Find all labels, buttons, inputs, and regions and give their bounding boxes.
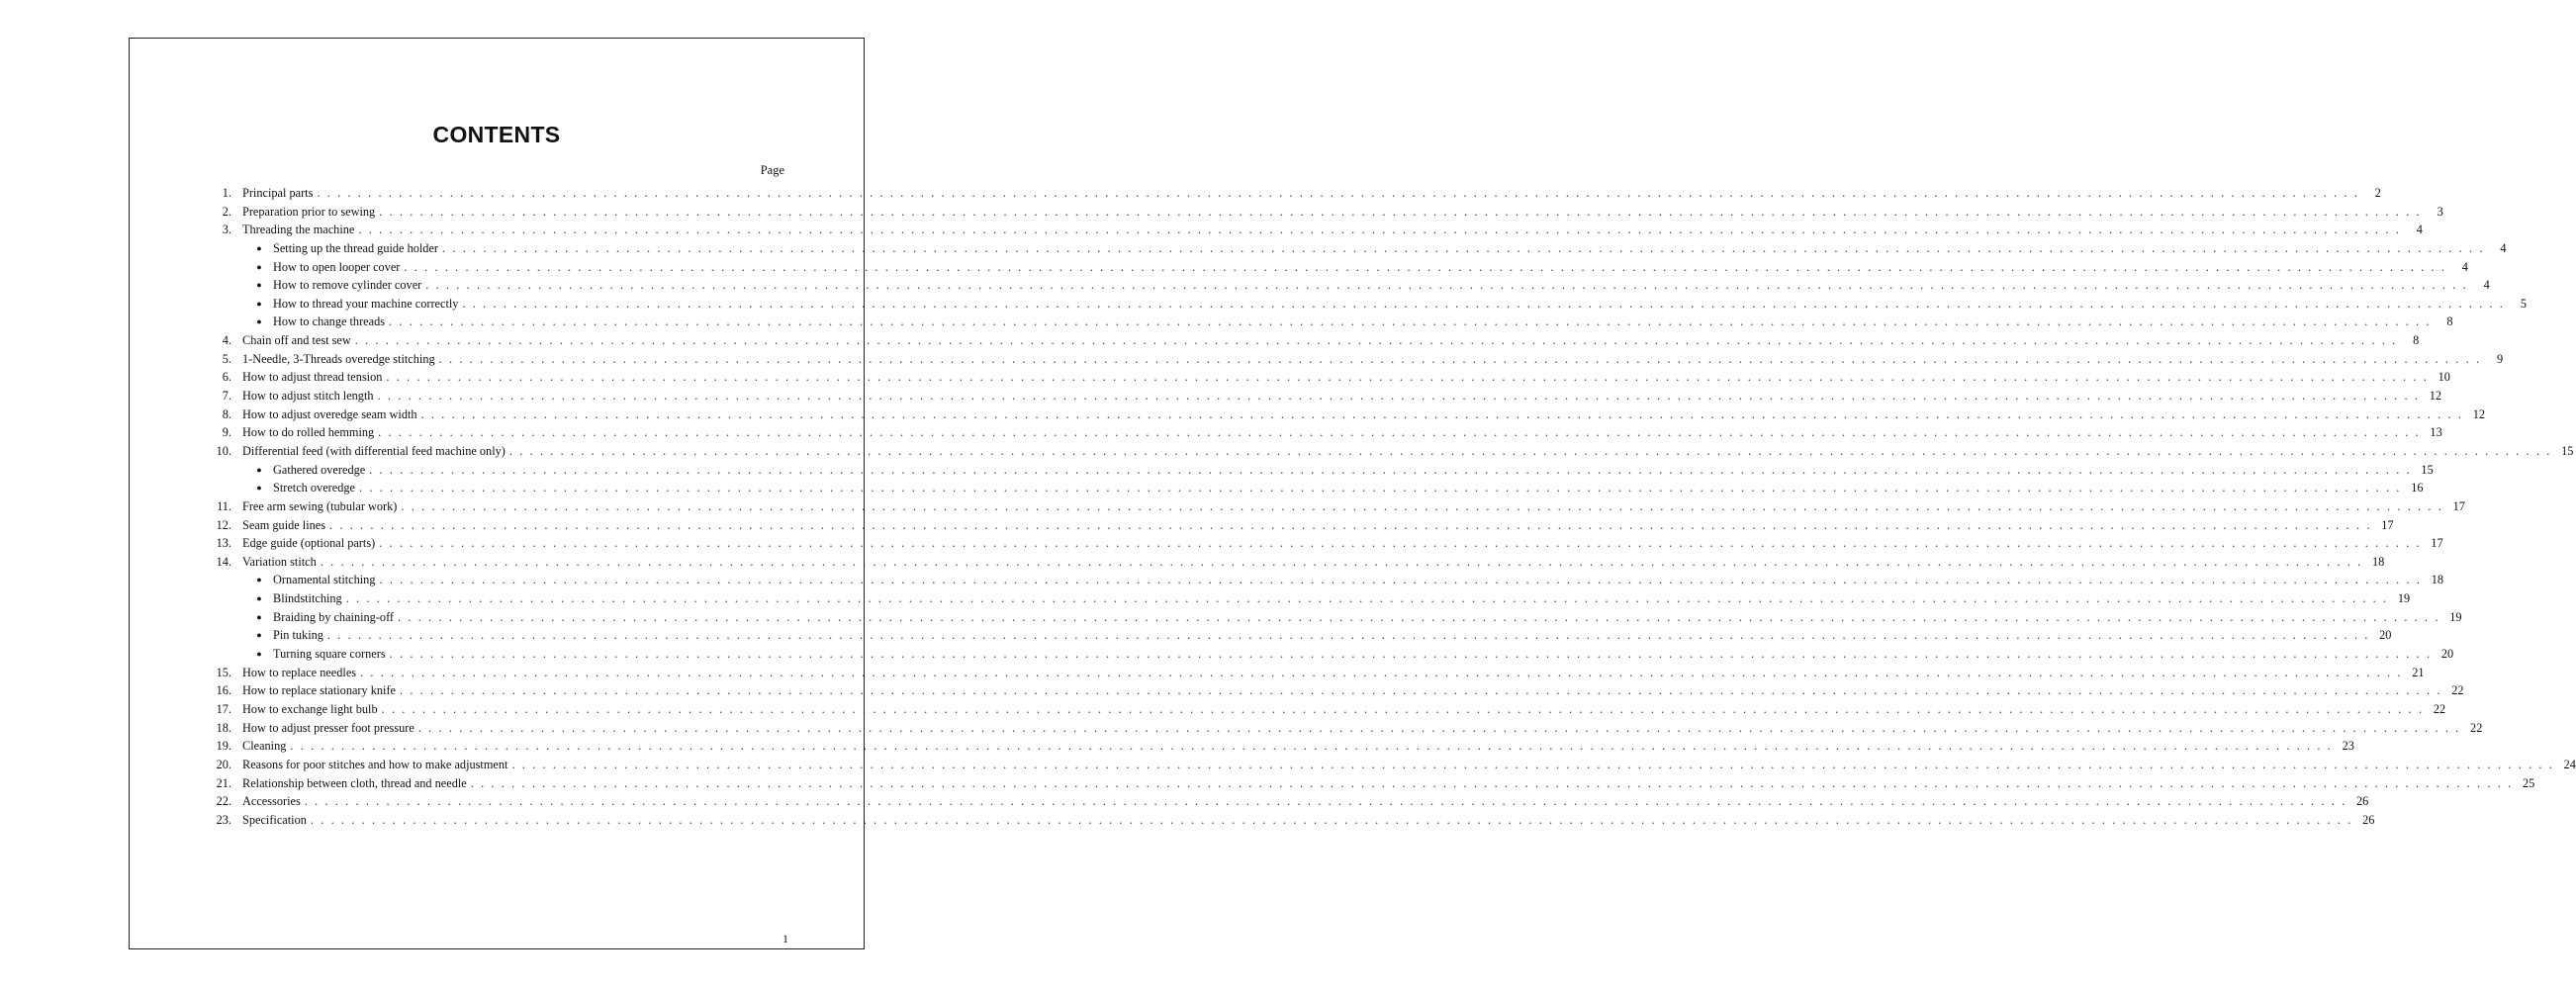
dot-leader: . . . . . . . . . . . . . . . . . . . . . . . . . . . . . . . . . . . . . . . . . . . . . . . . . . . . . . . . . . . . . . . . . . . . . . . . . . . . . . . . . . . . . . . . . . . . . . . . . . . . . . . . . . . . . . . . . . . . . . . . . . . . . . . . . . . . . . . . . . . . . . . . . . . . . . . . . . . . . . . . . . . . . . . . . . . . . . . . . . . . . . . . . . . . . . . . . . . . . . . . — [358, 481, 2402, 495]
entry-number: 1. — [222, 186, 231, 200]
dot-leader: . . . . . . . . . . . . . . . . . . . . . . . . . . . . . . . . . . . . . . . . . . . . . . . . . . . . . . . . . . . . . . . . . . . . . . . . . . . . . . . . . . . . . . . . . . . . . . . . . . . . . . . . . . . . . . . . . . . . . . . . . . . . . . . . . . . . . . . . . . . . . . . . . . . . . . . . . . . . . . . . . . . . . . . . . . . . . . . . . . . . . . . . . . . . . . . . . . . . . . . . — [470, 775, 2514, 790]
toc-entry — [209, 406, 2486, 426]
document-page — [129, 38, 2576, 949]
toc-entry — [209, 794, 2369, 813]
toc-subentry — [209, 647, 2454, 666]
entry-label: Preparation prior to sewing — [242, 204, 376, 219]
entry-page-number: 17 — [2452, 498, 2465, 513]
entry-label: Chain off and test sew — [242, 333, 351, 348]
toc-entry — [209, 186, 2381, 205]
entry-label: Free arm sewing (tubular work) — [242, 498, 398, 513]
toc-entry — [209, 665, 2425, 684]
dot-leader: . . . . . . . . . . . . . . . . . . . . . . . . . . . . . . . . . . . . . . . . . . . . . . . . . . . . . . . . . . . . . . . . . . . . . . . . . . . . . . . . . . . . . . . . . . . . . . . . . . . . . . . . . . . . . . . . . . . . . . . . . . . . . . . . . . . . . . . . . . . . . . . . . . . . . . . . . . . . . . . . . . . . . . . . . . . . . . . . . . . . . . . . . . . . . . . . . . . . . . . . — [420, 406, 2464, 421]
dot-leader: . . . . . . . . . . . . . . . . . . . . . . . . . . . . . . . . . . . . . . . . . . . . . . . . . . . . . . . . . . . . . . . . . . . . . . . . . . . . . . . . . . . . . . . . . . . . . . . . . . . . . . . . . . . . . . . . . . . . . . . . . . . . . . . . . . . . . . . . . . . . . . . . . . . . . . . . . . . . . . . . . . . . . . . . . . . . . . . . . . . . . . . . . . . . . . . . . . . . . . . . — [401, 498, 2443, 513]
toc-subentry — [209, 573, 2443, 591]
entry-number: 10. — [216, 443, 231, 458]
dot-leader: . . . . . . . . . . . . . . . . . . . . . . . . . . . . . . . . . . . . . . . . . . . . . . . . . . . . . . . . . . . . . . . . . . . . . . . . . . . . . . . . . . . . . . . . . . . . . . . . . . . . . . . . . . . . . . . . . . . . . . . . . . . . . . . . . . . . . . . . . . . . . . . . . . . . . . . . . . . . . . . . . . . . . . . . . . . . . . . . . . . . . . . . . . . . . . . . . . . . . . . . — [317, 186, 2359, 200]
dot-leader: . . . . . . . . . . . . . . . . . . . . . . . . . . . . . . . . . . . . . . . . . . . . . . . . . . . . . . . . . . . . . . . . . . . . . . . . . . . . . . . . . . . . . . . . . . . . . . . . . . . . . . . . . . . . . . . . . . . . . . . . . . . . . . . . . . . . . . . . . . . . . . . . . . . . . . . . . . . . . . . . . . . . . . . . . . . . . . . . . . . . . . . . . . . . . . . . . . . . . . . . — [508, 443, 2552, 458]
entry-page-number: 15 — [2421, 462, 2434, 477]
entry-page-number: 4 — [2500, 240, 2507, 255]
entry-label: Variation stitch — [242, 554, 317, 569]
entry-number: 8. — [222, 406, 231, 421]
dot-leader: . . . . . . . . . . . . . . . . . . . . . . . . . . . . . . . . . . . . . . . . . . . . . . . . . . . . . . . . . . . . . . . . . . . . . . . . . . . . . . . . . . . . . . . . . . . . . . . . . . . . . . . . . . . . . . . . . . . . . . . . . . . . . . . . . . . . . . . . . . . . . . . . . . . . . . . . . . . . . . . . . . . . . . . . . . . . . . . . . . . . . . . . . . . . . . . . . . . . . . . . — [462, 296, 2505, 311]
entry-label: How to adjust thread tension — [242, 370, 383, 385]
toc-entry — [209, 333, 2420, 352]
toc-entry — [209, 739, 2354, 758]
dot-leader: . . . . . . . . . . . . . . . . . . . . . . . . . . . . . . . . . . . . . . . . . . . . . . . . . . . . . . . . . . . . . . . . . . . . . . . . . . . . . . . . . . . . . . . . . . . . . . . . . . . . . . . . . . . . . . . . . . . . . . . . . . . . . . . . . . . . . . . . . . . . . . . . . . . . . . . . . . . . . . . . . . . . . . . . . . . . . . . . . . . . . . . . . . . . . . . . . . . . . . . . — [398, 609, 2440, 624]
entry-page-number: 22 — [2451, 683, 2464, 698]
dot-leader: . . . . . . . . . . . . . . . . . . . . . . . . . . . . . . . . . . . . . . . . . . . . . . . . . . . . . . . . . . . . . . . . . . . . . . . . . . . . . . . . . . . . . . . . . . . . . . . . . . . . . . . . . . . . . . . . . . . . . . . . . . . . . . . . . . . . . . . . . . . . . . . . . . . . . . . . . . . . . . . . . . . . . . . . . . . . . . . . . . . . . . . . . . . . . . . . . . . . . . . . — [360, 665, 2403, 679]
entry-number: 12. — [216, 517, 231, 532]
entry-page-number: 17 — [2431, 536, 2443, 551]
entry-label: Relationship between cloth, thread and needle — [242, 775, 467, 790]
entry-label: How to adjust stitch length — [242, 389, 374, 404]
bullet-icon: ● — [256, 630, 262, 641]
toc-entry — [209, 775, 2535, 795]
entry-page-number: 26 — [2355, 794, 2369, 809]
entry-page-number: 4 — [2416, 223, 2423, 237]
entry-label: How to remove cylinder cover — [273, 278, 422, 293]
entry-label: How to exchange light bulb — [242, 701, 378, 716]
toc-entry — [209, 701, 2446, 721]
entry-number: 17. — [216, 701, 231, 716]
toc-entry — [209, 720, 2483, 740]
entry-page-number: 23 — [2342, 739, 2354, 754]
entry-number: 13. — [216, 536, 231, 551]
entry-label: Braiding by chaining-off — [273, 609, 395, 624]
entry-label: How to replace needles — [242, 665, 357, 679]
toc-subentry — [209, 296, 2527, 315]
toc-entry — [209, 812, 2375, 832]
entry-label: Principal parts — [242, 186, 314, 200]
entry-page-number: 12 — [2472, 406, 2486, 421]
entry-page-number: 19 — [2397, 591, 2411, 606]
entry-page-number: 3 — [2437, 204, 2443, 219]
dot-leader: . . . . . . . . . . . . . . . . . . . . . . . . . . . . . . . . . . . . . . . . . . . . . . . . . . . . . . . . . . . . . . . . . . . . . . . . . . . . . . . . . . . . . . . . . . . . . . . . . . . . . . . . . . . . . . . . . . . . . . . . . . . . . . . . . . . . . . . . . . . . . . . . . . . . . . . . . . . . . . . . . . . . . . . . . . . . . . . . . . . . . . . . . . . . . . . . . . . . . . . . — [425, 278, 2468, 293]
toc-entry — [209, 389, 2442, 407]
dot-leader: . . . . . . . . . . . . . . . . . . . . . . . . . . . . . . . . . . . . . . . . . . . . . . . . . . . . . . . . . . . . . . . . . . . . . . . . . . . . . . . . . . . . . . . . . . . . . . . . . . . . . . . . . . . . . . . . . . . . . . . . . . . . . . . . . . . . . . . . . . . . . . . . . . . . . . . . . . . . . . . . . . . . . . . . . . . . . . . . . . . . . . . . . . . . . . . . . . . . . . . . — [377, 389, 2421, 404]
dot-leader: . . . . . . . . . . . . . . . . . . . . . . . . . . . . . . . . . . . . . . . . . . . . . . . . . . . . . . . . . . . . . . . . . . . . . . . . . . . . . . . . . . . . . . . . . . . . . . . . . . . . . . . . . . . . . . . . . . . . . . . . . . . . . . . . . . . . . . . . . . . . . . . . . . . . . . . . . . . . . . . . . . . . . . . . . . . . . . . . . . . . . . . . . . . . . . . . . . . . . . . . — [379, 573, 2422, 587]
entry-label: Setting up the thread guide holder — [273, 240, 438, 255]
dot-leader: . . . . . . . . . . . . . . . . . . . . . . . . . . . . . . . . . . . . . . . . . . . . . . . . . . . . . . . . . . . . . . . . . . . . . . . . . . . . . . . . . . . . . . . . . . . . . . . . . . . . . . . . . . . . . . . . . . . . . . . . . . . . . . . . . . . . . . . . . . . . . . . . . . . . . . . . . . . . . . . . . . . . . . . . . . . . . . . . . . . . . . . . . . . . . . . . . . . . . . . . — [345, 591, 2389, 606]
dot-leader: . . . . . . . . . . . . . . . . . . . . . . . . . . . . . . . . . . . . . . . . . . . . . . . . . . . . . . . . . . . . . . . . . . . . . . . . . . . . . . . . . . . . . . . . . . . . . . . . . . . . . . . . . . . . . . . . . . . . . . . . . . . . . . . . . . . . . . . . . . . . . . . . . . . . . . . . . . . . . . . . . . . . . . . . . . . . . . . . . . . . . . . . . . . . . . . . . . . . . . . . — [386, 370, 2429, 385]
entry-number: 5. — [222, 351, 231, 366]
dot-leader: . . . . . . . . . . . . . . . . . . . . . . . . . . . . . . . . . . . . . . . . . . . . . . . . . . . . . . . . . . . . . . . . . . . . . . . . . . . . . . . . . . . . . . . . . . . . . . . . . . . . . . . . . . . . . . . . . . . . . . . . . . . . . . . . . . . . . . . . . . . . . . . . . . . . . . . . . . . . . . . . . . . . . . . . . . . . . . . . . . . . . . . . . . . . . . . . . . . . . . . . — [329, 517, 2372, 532]
bullet-icon: ● — [256, 611, 262, 622]
entry-label: Stretch overedge — [273, 481, 355, 495]
entry-number: 23. — [216, 812, 231, 827]
entry-number: 3. — [222, 223, 231, 237]
dot-leader: . . . . . . . . . . . . . . . . . . . . . . . . . . . . . . . . . . . . . . . . . . . . . . . . . . . . . . . . . . . . . . . . . . . . . . . . . . . . . . . . . . . . . . . . . . . . . . . . . . . . . . . . . . . . . . . . . . . . . . . . . . . . . . . . . . . . . . . . . . . . . . . . . . . . . . . . . . . . . . . . . . . . . . . . . . . . . . . . . . . . . . . . . . . . . . . . . . . . . . . . — [310, 812, 2353, 827]
entry-label: Accessories — [242, 794, 301, 809]
entry-number: 2. — [222, 204, 231, 219]
entry-label: 1-Needle, 3-Threads overedge stitching — [242, 351, 435, 366]
dot-leader: . . . . . . . . . . . . . . . . . . . . . . . . . . . . . . . . . . . . . . . . . . . . . . . . . . . . . . . . . . . . . . . . . . . . . . . . . . . . . . . . . . . . . . . . . . . . . . . . . . . . . . . . . . . . . . . . . . . . . . . . . . . . . . . . . . . . . . . . . . . . . . . . . . . . . . . . . . . . . . . . . . . . . . . . . . . . . . . . . . . . . . . . . . . . . . . . . . . . . . . . — [417, 720, 2461, 735]
entry-label: Threading the machine — [242, 223, 355, 237]
entry-page-number: 20 — [2379, 628, 2392, 643]
dot-leader: . . . . . . . . . . . . . . . . . . . . . . . . . . . . . . . . . . . . . . . . . . . . . . . . . . . . . . . . . . . . . . . . . . . . . . . . . . . . . . . . . . . . . . . . . . . . . . . . . . . . . . . . . . . . . . . . . . . . . . . . . . . . . . . . . . . . . . . . . . . . . . . . . . . . . . . . . . . . . . . . . . . . . . . . . . . . . . . . . . . . . . . . . . . . . . . . . . . . . . . . — [369, 462, 2412, 477]
entry-page-number: 16 — [2411, 481, 2424, 495]
table-of-contents — [209, 186, 2576, 831]
bullet-icon: ● — [256, 261, 262, 272]
entry-number: 19. — [216, 739, 231, 754]
entry-page-number: 8 — [2446, 315, 2453, 329]
dot-leader: . . . . . . . . . . . . . . . . . . . . . . . . . . . . . . . . . . . . . . . . . . . . . . . . . . . . . . . . . . . . . . . . . . . . . . . . . . . . . . . . . . . . . . . . . . . . . . . . . . . . . . . . . . . . . . . . . . . . . . . . . . . . . . . . . . . . . . . . . . . . . . . . . . . . . . . . . . . . . . . . . . . . . . . . . . . . . . . . . . . . . . . . . . . . . . . . . . . . . . . . — [320, 554, 2363, 569]
bullet-icon: ● — [256, 280, 262, 291]
entry-label: Blindstitching — [273, 591, 342, 606]
bullet-icon: ● — [256, 593, 262, 604]
entry-label: How to replace stationary knife — [242, 683, 397, 698]
entry-page-number: 4 — [2461, 259, 2468, 274]
entry-page-number: 13 — [2430, 425, 2442, 440]
toc-subentry — [209, 278, 2490, 297]
entry-label: Edge guide (optional parts) — [242, 536, 376, 551]
dot-leader: . . . . . . . . . . . . . . . . . . . . . . . . . . . . . . . . . . . . . . . . . . . . . . . . . . . . . . . . . . . . . . . . . . . . . . . . . . . . . . . . . . . . . . . . . . . . . . . . . . . . . . . . . . . . . . . . . . . . . . . . . . . . . . . . . . . . . . . . . . . . . . . . . . . . . . . . . . . . . . . . . . . . . . . . . . . . . . . . . . . . . . . . . . . . . . . . . . . . . . . . — [389, 647, 2433, 662]
toc-entry — [209, 554, 2385, 574]
entry-number: 4. — [222, 333, 231, 348]
entry-label: Specification — [242, 812, 307, 827]
dot-leader: . . . . . . . . . . . . . . . . . . . . . . . . . . . . . . . . . . . . . . . . . . . . . . . . . . . . . . . . . . . . . . . . . . . . . . . . . . . . . . . . . . . . . . . . . . . . . . . . . . . . . . . . . . . . . . . . . . . . . . . . . . . . . . . . . . . . . . . . . . . . . . . . . . . . . . . . . . . . . . . . . . . . . . . . . . . . . . . . . . . . . . . . . . . . . . . . . . . . . . . . — [389, 315, 2432, 329]
entry-number: 16. — [216, 683, 231, 698]
bullet-icon: ● — [256, 298, 262, 309]
dot-leader: . . . . . . . . . . . . . . . . . . . . . . . . . . . . . . . . . . . . . . . . . . . . . . . . . . . . . . . . . . . . . . . . . . . . . . . . . . . . . . . . . . . . . . . . . . . . . . . . . . . . . . . . . . . . . . . . . . . . . . . . . . . . . . . . . . . . . . . . . . . . . . . . . . . . . . . . . . . . . . . . . . . . . . . . . . . . . . . . . . . . . . . . . . . . . . . . . . . . . . . . — [379, 204, 2422, 219]
toc-subentry — [209, 315, 2453, 333]
entry-page-number: 15 — [2561, 443, 2574, 458]
entry-label: How to thread your machine correctly — [273, 296, 459, 311]
entry-number: 22. — [216, 794, 231, 809]
entry-page-number: 22 — [2433, 701, 2446, 716]
toc-subentry — [209, 628, 2392, 647]
bullet-icon: ● — [256, 483, 262, 494]
toc-entry — [209, 443, 2574, 463]
toc-entry — [209, 351, 2504, 371]
dot-leader: . . . . . . . . . . . . . . . . . . . . . . . . . . . . . . . . . . . . . . . . . . . . . . . . . . . . . . . . . . . . . . . . . . . . . . . . . . . . . . . . . . . . . . . . . . . . . . . . . . . . . . . . . . . . . . . . . . . . . . . . . . . . . . . . . . . . . . . . . . . . . . . . . . . . . . . . . . . . . . . . . . . . . . . . . . . . . . . . . . . . . . . . . . . . . . . . . . . . . . . . — [358, 223, 2401, 237]
dot-leader: . . . . . . . . . . . . . . . . . . . . . . . . . . . . . . . . . . . . . . . . . . . . . . . . . . . . . . . . . . . . . . . . . . . . . . . . . . . . . . . . . . . . . . . . . . . . . . . . . . . . . . . . . . . . . . . . . . . . . . . . . . . . . . . . . . . . . . . . . . . . . . . . . . . . . . . . . . . . . . . . . . . . . . . . . . . . . . . . . . . . . . . . . . . . . . . . . . . . . . . . — [400, 683, 2442, 698]
dot-leader: . . . . . . . . . . . . . . . . . . . . . . . . . . . . . . . . . . . . . . . . . . . . . . . . . . . . . . . . . . . . . . . . . . . . . . . . . . . . . . . . . . . . . . . . . . . . . . . . . . . . . . . . . . . . . . . . . . . . . . . . . . . . . . . . . . . . . . . . . . . . . . . . . . . . . . . . . . . . . . . . . . . . . . . . . . . . . . . . . . . . . . . . . . . . . . . . . . . . . . . . — [379, 536, 2422, 551]
entry-label: Turning square corners — [273, 647, 386, 662]
entry-number: 14. — [216, 554, 231, 569]
entry-number: 7. — [222, 389, 231, 404]
toc-entry — [209, 223, 2423, 241]
dot-leader: . . . . . . . . . . . . . . . . . . . . . . . . . . . . . . . . . . . . . . . . . . . . . . . . . . . . . . . . . . . . . . . . . . . . . . . . . . . . . . . . . . . . . . . . . . . . . . . . . . . . . . . . . . . . . . . . . . . . . . . . . . . . . . . . . . . . . . . . . . . . . . . . . . . . . . . . . . . . . . . . . . . . . . . . . . . . . . . . . . . . . . . . . . . . . . . . . . . . . . . . — [326, 628, 2370, 643]
toc-entry — [209, 757, 2576, 776]
entry-page-number: 19 — [2449, 609, 2462, 624]
entry-number: 20. — [216, 757, 231, 771]
toc-subentry — [209, 462, 2434, 482]
entry-page-number: 17 — [2381, 517, 2394, 532]
dot-leader: . . . . . . . . . . . . . . . . . . . . . . . . . . . . . . . . . . . . . . . . . . . . . . . . . . . . . . . . . . . . . . . . . . . . . . . . . . . . . . . . . . . . . . . . . . . . . . . . . . . . . . . . . . . . . . . . . . . . . . . . . . . . . . . . . . . . . . . . . . . . . . . . . . . . . . . . . . . . . . . . . . . . . . . . . . . . . . . . . . . . . . . . . . . . . . . . . . . . . . . . — [304, 794, 2347, 809]
entry-page-number: 2 — [2374, 186, 2381, 200]
entry-page-number: 8 — [2413, 333, 2420, 348]
entry-label: How to adjust presser foot pressure — [242, 720, 414, 735]
bullet-icon: ● — [256, 649, 262, 660]
entry-page-number: 5 — [2520, 296, 2527, 311]
page-number: 1 — [782, 932, 788, 945]
entry-label: Gathered overedge — [273, 462, 366, 477]
entry-label: Ornamental stitching — [273, 573, 376, 587]
bullet-icon: ● — [256, 464, 262, 475]
bullet-icon: ● — [256, 242, 262, 253]
dot-leader: . . . . . . . . . . . . . . . . . . . . . . . . . . . . . . . . . . . . . . . . . . . . . . . . . . . . . . . . . . . . . . . . . . . . . . . . . . . . . . . . . . . . . . . . . . . . . . . . . . . . . . . . . . . . . . . . . . . . . . . . . . . . . . . . . . . . . . . . . . . . . . . . . . . . . . . . . . . . . . . . . . . . . . . . . . . . . . . . . . . . . . . . . . . . . . . . . . . . . . . . — [438, 351, 2482, 366]
bullet-icon: ● — [256, 316, 262, 327]
entry-page-number: 20 — [2440, 647, 2454, 662]
dot-leader: . . . . . . . . . . . . . . . . . . . . . . . . . . . . . . . . . . . . . . . . . . . . . . . . . . . . . . . . . . . . . . . . . . . . . . . . . . . . . . . . . . . . . . . . . . . . . . . . . . . . . . . . . . . . . . . . . . . . . . . . . . . . . . . . . . . . . . . . . . . . . . . . . . . . . . . . . . . . . . . . . . . . . . . . . . . . . . . . . . . . . . . . . . . . . . . . . . . . . . . . — [354, 333, 2398, 348]
entry-page-number: 21 — [2412, 665, 2425, 679]
entry-page-number: 24 — [2563, 757, 2576, 771]
toc-entry — [209, 536, 2443, 555]
toc-entry — [209, 370, 2450, 389]
entry-label: Seam guide lines — [242, 517, 326, 532]
entry-page-number: 4 — [2483, 278, 2490, 293]
entry-page-number: 18 — [2372, 554, 2385, 569]
entry-page-number: 9 — [2496, 351, 2504, 366]
entry-number: 9. — [222, 425, 231, 440]
toc-entry — [209, 517, 2394, 537]
dot-leader: . . . . . . . . . . . . . . . . . . . . . . . . . . . . . . . . . . . . . . . . . . . . . . . . . . . . . . . . . . . . . . . . . . . . . . . . . . . . . . . . . . . . . . . . . . . . . . . . . . . . . . . . . . . . . . . . . . . . . . . . . . . . . . . . . . . . . . . . . . . . . . . . . . . . . . . . . . . . . . . . . . . . . . . . . . . . . . . . . . . . . . . . . . . . . . . . . . . . . . . . — [511, 757, 2554, 771]
entry-label: How to do rolled hemming — [242, 425, 375, 440]
page-column-header: Page — [760, 163, 784, 177]
entry-label: Differential feed (with differential feed machine only) — [242, 443, 506, 458]
dot-leader: . . . . . . . . . . . . . . . . . . . . . . . . . . . . . . . . . . . . . . . . . . . . . . . . . . . . . . . . . . . . . . . . . . . . . . . . . . . . . . . . . . . . . . . . . . . . . . . . . . . . . . . . . . . . . . . . . . . . . . . . . . . . . . . . . . . . . . . . . . . . . . . . . . . . . . . . . . . . . . . . . . . . . . . . . . . . . . . . . . . . . . . . . . . . . . . . . . . . . . . . — [404, 259, 2446, 274]
entry-label: How to open looper cover — [273, 259, 401, 274]
entry-page-number: 25 — [2522, 775, 2535, 790]
toc-subentry — [209, 591, 2411, 610]
entry-page-number: 26 — [2362, 812, 2375, 827]
entry-page-number: 18 — [2431, 573, 2443, 587]
entry-number: 21. — [216, 775, 231, 790]
toc-subentry — [209, 609, 2462, 629]
toc-subentry — [209, 481, 2424, 499]
toc-entry — [209, 204, 2443, 224]
dot-leader: . . . . . . . . . . . . . . . . . . . . . . . . . . . . . . . . . . . . . . . . . . . . . . . . . . . . . . . . . . . . . . . . . . . . . . . . . . . . . . . . . . . . . . . . . . . . . . . . . . . . . . . . . . . . . . . . . . . . . . . . . . . . . . . . . . . . . . . . . . . . . . . . . . . . . . . . . . . . . . . . . . . . . . . . . . . . . . . . . . . . . . . . . . . . . . . . . . . . . . . . — [442, 240, 2485, 255]
toc-subentry — [209, 240, 2507, 260]
toc-entry — [209, 683, 2464, 702]
toc-subentry — [209, 259, 2468, 279]
dot-leader: . . . . . . . . . . . . . . . . . . . . . . . . . . . . . . . . . . . . . . . . . . . . . . . . . . . . . . . . . . . . . . . . . . . . . . . . . . . . . . . . . . . . . . . . . . . . . . . . . . . . . . . . . . . . . . . . . . . . . . . . . . . . . . . . . . . . . . . . . . . . . . . . . . . . . . . . . . . . . . . . . . . . . . . . . . . . . . . . . . . . . . . . . . . . . . . . . . . . . . . . — [381, 701, 2425, 716]
toc-entry — [209, 425, 2442, 444]
entry-number: 15. — [216, 665, 231, 679]
entry-number: 6. — [222, 370, 231, 385]
entry-page-number: 12 — [2429, 389, 2442, 404]
toc-entry — [209, 498, 2465, 518]
entry-number: 18. — [216, 720, 231, 735]
entry-label: Cleaning — [242, 739, 287, 754]
entry-page-number: 10 — [2438, 370, 2450, 385]
entry-label: Reasons for poor stitches and how to make adjustment — [242, 757, 508, 771]
page-title: CONTENTS — [432, 122, 561, 147]
dot-leader: . . . . . . . . . . . . . . . . . . . . . . . . . . . . . . . . . . . . . . . . . . . . . . . . . . . . . . . . . . . . . . . . . . . . . . . . . . . . . . . . . . . . . . . . . . . . . . . . . . . . . . . . . . . . . . . . . . . . . . . . . . . . . . . . . . . . . . . . . . . . . . . . . . . . . . . . . . . . . . . . . . . . . . . . . . . . . . . . . . . . . . . . . . . . . . . . . . . . . . . . — [378, 425, 2421, 440]
entry-label: How to adjust overedge seam width — [242, 406, 417, 421]
bullet-icon: ● — [256, 575, 262, 585]
entry-page-number: 22 — [2470, 720, 2483, 735]
entry-number: 11. — [217, 498, 231, 513]
dot-leader: . . . . . . . . . . . . . . . . . . . . . . . . . . . . . . . . . . . . . . . . . . . . . . . . . . . . . . . . . . . . . . . . . . . . . . . . . . . . . . . . . . . . . . . . . . . . . . . . . . . . . . . . . . . . . . . . . . . . . . . . . . . . . . . . . . . . . . . . . . . . . . . . . . . . . . . . . . . . . . . . . . . . . . . . . . . . . . . . . . . . . . . . . . . . . . . . . . . . . . . . — [290, 739, 2333, 754]
entry-label: How to change threads — [273, 315, 386, 329]
entry-label: Pin tuking — [273, 628, 323, 643]
